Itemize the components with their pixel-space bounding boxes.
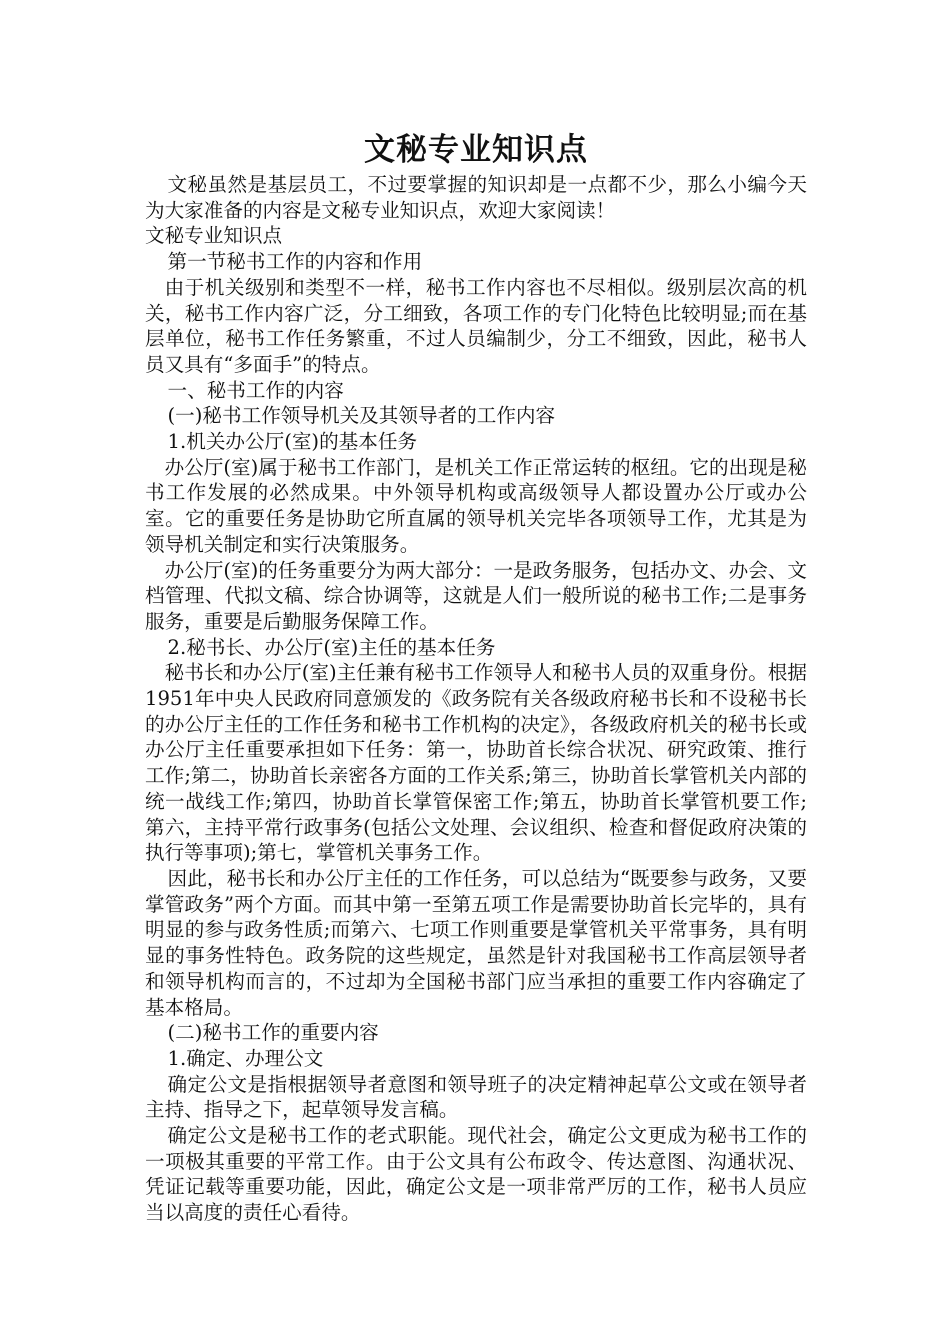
body-paragraph: 因此，秘书长和办公厅主任的工作任务，可以总结为“既要参与政务，又要掌管政务”两个方面。而其中第一至第五项工作是需要协助首长完毕的，具有明显的参与政务性质;而第六、七项工作则重要是掌管机关平常事务，具有明显的事务性特色。政务院的这些规定，虽然是针对我国秘书工作高层领导者和领导机构而言的，不过却为全国秘书部门应当承担的重要工作内容确定了基本格局。	[145, 866, 807, 1019]
body-paragraph: 秘书长和办公厅(室)主任兼有秘书工作领导人和秘书人员的双重身份。根据1951年中央人民政府同意颁发的《政务院有关各级政府秘书长和不设秘书长的办公厅主任的工作任务和秘书工作机构的决定》，各级政府机关的秘书长或办公厅主任重要承担如下任务：第一，协助首长综合状况、研究政策、推行工作;第二，协助首长亲密各方面的工作关系;第三，协助首长掌管机关内部的统一战线工作;第四，协助首长掌管保密工作;第五，协助首长掌管机要工作;第六，主持平常行政事务(包括公文处理、会议组织、检查和督促政府决策的执行等事项);第七，掌管机关事务工作。	[145, 661, 807, 865]
body-paragraph: 确定公文是指根据领导者意图和领导班子的决定精神起草公文或在领导者主持、指导之下，起草领导发言稿。	[145, 1072, 807, 1122]
section-heading: 第一节秘书工作的内容和作用	[167, 250, 423, 274]
body-paragraph: 办公厅(室)属于秘书工作部门，是机关工作正常运转的枢纽。它的出现是秘书工作发展的必然成果。中外领导机构或高级领导人都设置办公厅或办公室。它的重要任务是协助它所直属的领导机关完毕各项领导工作，尤其是为领导机关制定和实行决策服务。	[145, 455, 807, 556]
item-heading: 1.机关办公厅(室)的基本任务	[167, 430, 418, 454]
subtitle-line: 文秘专业知识点	[145, 224, 283, 248]
item-heading: 1.确定、办理公文	[167, 1046, 324, 1070]
body-paragraph: 确定公文是秘书工作的老式职能。现代社会，确定公文更成为秘书工作的一项极其重要的平常工作。由于公文具有公布政令、传达意图、沟通状况、凭证记载等重要功能，因此，确定公文是一项非常严厉的工作，秘书人员应当以高度的责任心看待。	[145, 1124, 807, 1225]
document-title: 文秘专业知识点	[364, 132, 588, 168]
document-body	[145, 172, 807, 1226]
body-paragraph: 由于机关级别和类型不一样，秘书工作内容也不尽相似。级别层次高的机关，秘书工作内容广泛，分工细致，各项工作的专门化特色比较明显;而在基层单位，秘书工作任务繁重，不过人员编制少，分工不细致，因此，秘书人员又具有“多面手”的特点。	[145, 275, 807, 376]
body-paragraph: 办公厅(室)的任务重要分为两大部分：一是政务服务，包括办文、办会、文档管理、代拟文稿、综合协调等，这就是人们一般所说的秘书工作;二是事务服务，重要是后勤服务保障工作。	[145, 558, 807, 633]
subsection-heading: (二)秘书工作的重要内容	[167, 1021, 379, 1045]
section-heading: 一、秘书工作的内容	[167, 378, 344, 402]
document-page	[145, 128, 807, 1226]
intro-paragraph: 文秘虽然是基层员工，不过要掌握的知识却是一点都不少，那么小编今天为大家准备的内容是文秘专业知识点，欢迎大家阅读！	[145, 173, 807, 222]
subsection-heading: (一)秘书工作领导机关及其领导者的工作内容	[167, 404, 556, 428]
item-heading: 2.秘书长、办公厅(室)主任的基本任务	[167, 635, 496, 659]
